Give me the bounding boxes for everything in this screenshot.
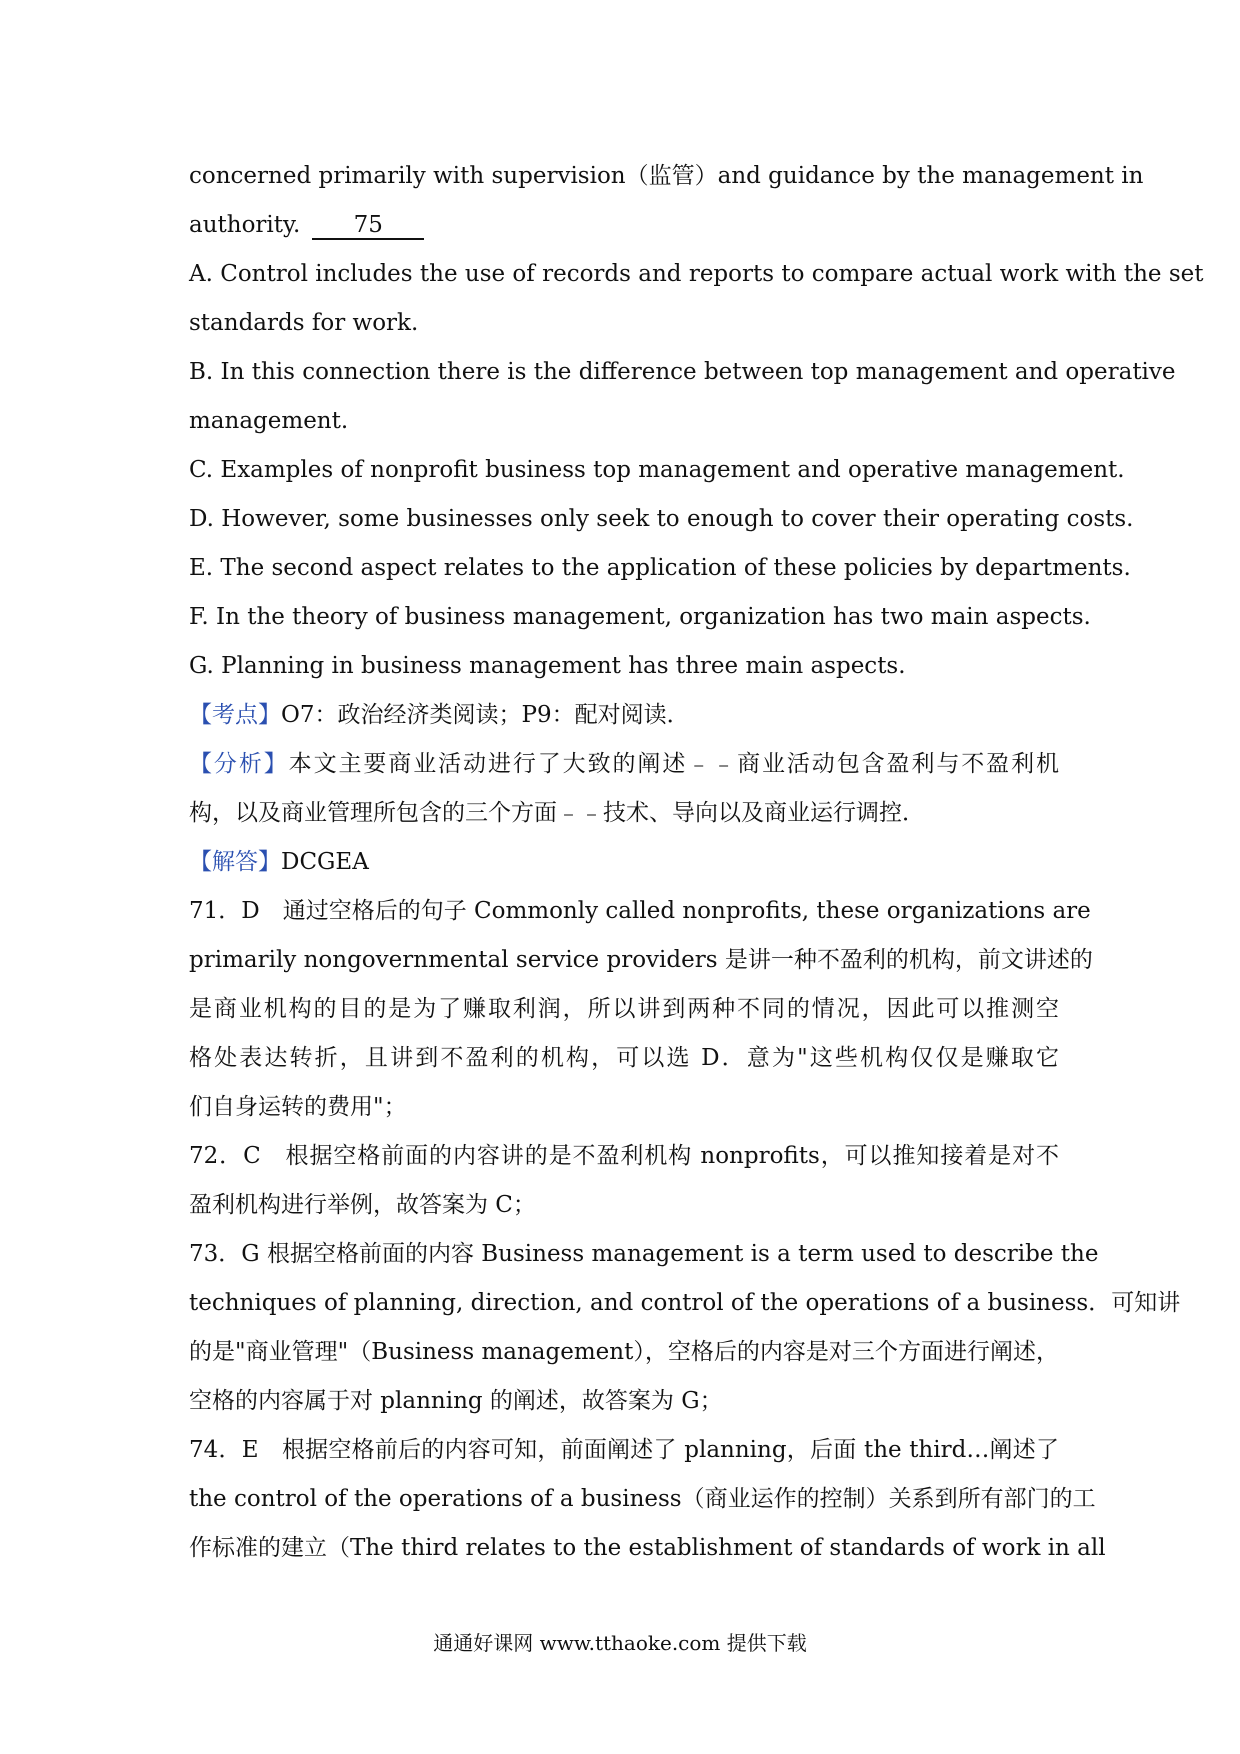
jieda-text: DCGEA xyxy=(281,849,369,875)
answer-74-cont: 作标准的建立（The third relates to the establishment of standards of work in all xyxy=(189,1535,1106,1561)
answer-73-cont: 的是"商业管理"（Business management），空格后的内容是对三个方面进行阐述， xyxy=(189,1339,1059,1365)
answer-71-cont: 们自身运转的费用"； xyxy=(189,1094,407,1120)
kaodian-section xyxy=(189,691,1059,740)
answer-72-cont: 盈利机构进行举例，故答案为 C； xyxy=(189,1192,536,1218)
option-d: D. However, some businesses only seek to enough to cover their operating costs. xyxy=(189,506,1134,532)
option-a-cont: standards for work. xyxy=(189,310,419,336)
fenxi-tag: 【分析】 xyxy=(189,751,289,777)
answer-73-cont: techniques of planning, direction, and control of the operations of a business．可知讲 xyxy=(189,1290,1181,1316)
passage-line: concerned primarily with supervision（监管）and guidance by the management in xyxy=(189,163,1144,189)
answer-73: 73．G 根据空格前面的内容 Business management is a term used to describe the xyxy=(189,1241,1099,1267)
option-b: B. In this connection there is the difference between top management and operative xyxy=(189,359,1176,385)
fenxi-text: 本文主要商业活动进行了大致的阐述﹣﹣商业活动包含盈利与不盈利机 xyxy=(288,751,1060,777)
answer-71-cont: 格处表达转折，且讲到不盈利的机构，可以选 D．意为"这些机构仅仅是赚取它 xyxy=(189,1045,1059,1071)
option-b-cont: management. xyxy=(189,408,349,434)
option-f: F. In the theory of business management, organization has two main aspects. xyxy=(189,604,1091,630)
kaodian-text: O7：政治经济类阅读；P9：配对阅读． xyxy=(281,702,690,728)
option-a: A. Control includes the use of records and reports to compare actual work with the set xyxy=(189,261,1204,287)
option-e: E. The second aspect relates to the application of these policies by departments. xyxy=(189,555,1131,581)
answer-74-cont: the control of the operations of a business（商业运作的控制）关系到所有部门的工 xyxy=(189,1486,1096,1512)
answer-74: 74．E 根据空格前后的内容可知，前面阐述了 planning，后面 the third…阐述了 xyxy=(189,1437,1059,1463)
document-body xyxy=(189,152,1204,1573)
answer-71-cont: 是商业机构的目的是为了赚取利润，所以讲到两种不同的情况，因此可以推测空 xyxy=(189,996,1059,1022)
fenxi-section xyxy=(189,740,1059,789)
answer-71: 71．D 通过空格后的句子 Commonly called nonprofits, these organizations are xyxy=(189,898,1091,924)
answer-73-cont: 空格的内容属于对 planning 的阐述，故答案为 G； xyxy=(189,1388,723,1414)
answer-71-cont: primarily nongovernmental service providers 是讲一种不盈利的机构，前文讲述的 xyxy=(189,947,1093,973)
jieda-section xyxy=(189,838,1059,887)
fenxi-cont: 构，以及商业管理所包含的三个方面﹣﹣技术、导向以及商业运行调控． xyxy=(189,800,925,826)
jieda-tag: 【解答】 xyxy=(189,849,281,875)
answer-blank: 75 xyxy=(312,212,424,240)
option-g: G. Planning in business management has three main aspects. xyxy=(189,653,906,679)
passage-text: authority. xyxy=(189,212,301,238)
passage-line xyxy=(189,201,1059,250)
kaodian-tag: 【考点】 xyxy=(189,702,281,728)
option-c: C. Examples of nonprofit business top management and operative management. xyxy=(189,457,1125,483)
answer-72: 72．C 根据空格前面的内容讲的是不盈利机构 nonprofits，可以推知接着是对不 xyxy=(189,1143,1059,1169)
page-footer: 通通好课网 www.tthaoke.com 提供下载 xyxy=(433,1631,807,1655)
